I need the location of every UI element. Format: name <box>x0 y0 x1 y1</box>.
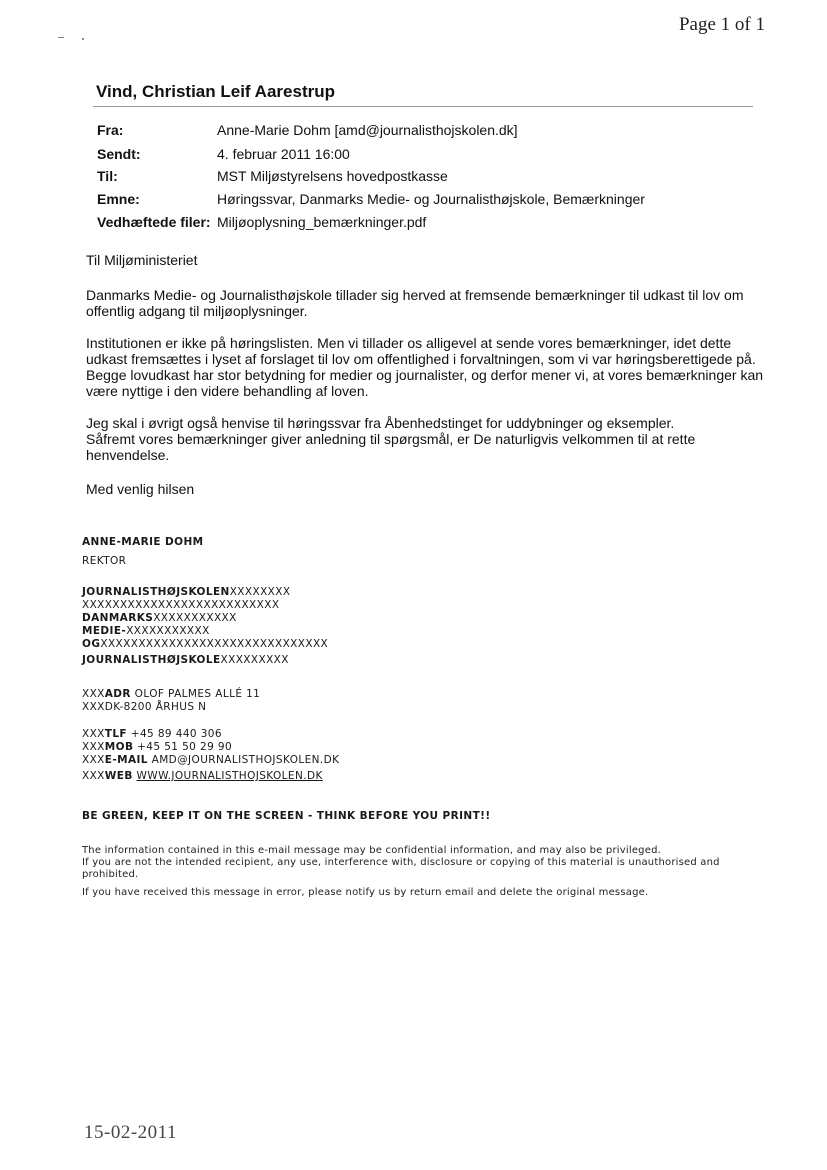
header-label: Fra: <box>97 122 124 138</box>
contact-prefix: XXX <box>82 728 105 740</box>
disclaimer-line: If you have received this message in error, please notify us by return email and delete the original message. <box>82 887 649 898</box>
contact-prefix: XXX <box>82 741 105 753</box>
scan-speck <box>82 38 84 40</box>
header-value: Anne-Marie Dohm [amd@journalisthojskolen.dk] <box>217 122 518 138</box>
contact-line <box>82 741 339 754</box>
sender-name: Vind, Christian Leif Aarestrup <box>96 82 335 101</box>
contact-rest: AMD@JOURNALISTHOJSKOLEN.DK <box>147 754 340 766</box>
green-notice <box>82 810 491 823</box>
org-rest: XXXXXXXXXXXXXXXXXXXXXXXXXXXXXX <box>100 638 329 650</box>
contact-line <box>82 728 339 741</box>
paragraph-text: Jeg skal i øvrigt også henvise til høringssvar fra Åbenhedstinget for uddybninger og eksempler. <box>86 415 675 431</box>
disclaimer-line: The information contained in this e-mail message may be confidential information, and may also be privileged. <box>82 845 662 856</box>
org-rest: XXXXXXXX <box>229 586 291 598</box>
org-rest: XXXXXXXXXXXXXXXXXXXXXXXXXX <box>82 599 280 611</box>
signature-organization <box>82 586 328 667</box>
contact-line <box>82 770 339 783</box>
header-label: Til: <box>97 168 118 184</box>
body-paragraph-1 <box>86 287 766 319</box>
signature-contact <box>82 728 339 783</box>
web-label: WEB <box>104 770 133 782</box>
org-rest: XXXXXXXXX <box>220 654 289 666</box>
org-rest: XXXXXXXXXXX <box>153 612 237 624</box>
address-rest: DK-8200 ÅRHUS N <box>104 701 207 713</box>
header-value: Høringssvar, Danmarks Medie- og Journalisthøjskole, Bemærkninger <box>217 191 645 207</box>
header-value: 4. februar 2011 16:00 <box>217 146 350 162</box>
header-value: Miljøoplysning_bemærkninger.pdf <box>217 214 427 230</box>
header-label: Vedhæftede filer: <box>97 214 211 230</box>
header-value: MST Miljøstyrelsens hovedpostkasse <box>217 168 448 184</box>
web-prefix: XXX <box>82 770 105 782</box>
contact-bold: MOB <box>104 741 134 753</box>
signature-name <box>82 536 204 549</box>
paragraph-text: Institutionen er ikke på høringslisten. Men vi tillader os alligevel at sende vores bemærkninger, idet dette udkast fremsættes i lyset af forslaget til lov om offentlighed i forvaltningen, som vi var høringsberettigede på. Begge lovudkast har stor betydning for medier og journalister, og derfor mener vi, at vores bemærkninger kan være nyttige i den videre behandling af loven. <box>86 335 764 399</box>
page-number: Page 1 of 1 <box>678 14 765 35</box>
disclaimer-line: If you are not the intended recipient, any use, interference with, disclosure or copying of this material is unauthorised and prohibited. <box>82 857 720 880</box>
contact-line <box>82 754 339 767</box>
paragraph-text: Såfremt vores bemærkninger giver anledning til spørgsmål, er De naturligvis velkommen til at rette henvendelse. <box>86 431 696 463</box>
header-label: Emne: <box>97 191 140 207</box>
header-divider <box>93 106 753 107</box>
signature-title: REKTOR <box>82 555 127 567</box>
org-line <box>82 625 328 638</box>
org-bold: JOURNALISTHØJSKOLEN <box>82 586 230 598</box>
body-closing: Med venlig hilsen <box>86 481 195 497</box>
address-rest: OLOF PALMES ALLÉ 11 <box>130 688 261 700</box>
address-line <box>82 701 260 714</box>
org-bold: MEDIE- <box>82 625 127 637</box>
contact-rest: +45 51 50 29 90 <box>133 741 233 753</box>
signature-address <box>82 688 260 714</box>
contact-bold: TLF <box>104 728 128 740</box>
body-greeting: Til Miljøministeriet <box>86 252 198 268</box>
org-line <box>82 612 328 625</box>
body-paragraph-3 <box>86 415 766 463</box>
org-bold: DANMARKS <box>82 612 154 624</box>
scan-speck <box>58 37 64 38</box>
website-link[interactable]: WWW.JOURNALISTHOJSKOLEN.DK <box>136 770 323 782</box>
org-line <box>82 638 328 651</box>
org-line <box>82 599 328 612</box>
contact-prefix: XXX <box>82 754 105 766</box>
org-rest: XXXXXXXXXXX <box>126 625 210 637</box>
paragraph-text: Danmarks Medie- og Journalisthøjskole tillader sig herved at fremsende bemærkninger til udkast til lov om offentlig adgang til miljøoplysninger. <box>86 287 744 319</box>
contact-rest: +45 89 440 306 <box>127 728 222 740</box>
org-bold: JOURNALISTHØJSKOLE <box>82 654 221 666</box>
body-paragraph-2 <box>86 335 766 399</box>
footer-date-stamp: 15-02-2011 <box>84 1122 177 1143</box>
header-label: Sendt: <box>97 146 141 162</box>
address-prefix: XXX <box>82 701 105 713</box>
address-prefix: XXX <box>82 688 105 700</box>
disclaimer <box>82 845 752 899</box>
org-line <box>82 654 328 667</box>
contact-bold: E-MAIL <box>104 754 148 766</box>
org-bold: OG <box>82 638 101 650</box>
signature-name-text: ANNE-MARIE DOHM <box>82 536 204 548</box>
org-line <box>82 586 328 599</box>
green-notice-text: BE GREEN, KEEP IT ON THE SCREEN - THINK BEFORE YOU PRINT!! <box>82 810 491 822</box>
address-line <box>82 688 260 701</box>
address-bold: ADR <box>104 688 131 700</box>
